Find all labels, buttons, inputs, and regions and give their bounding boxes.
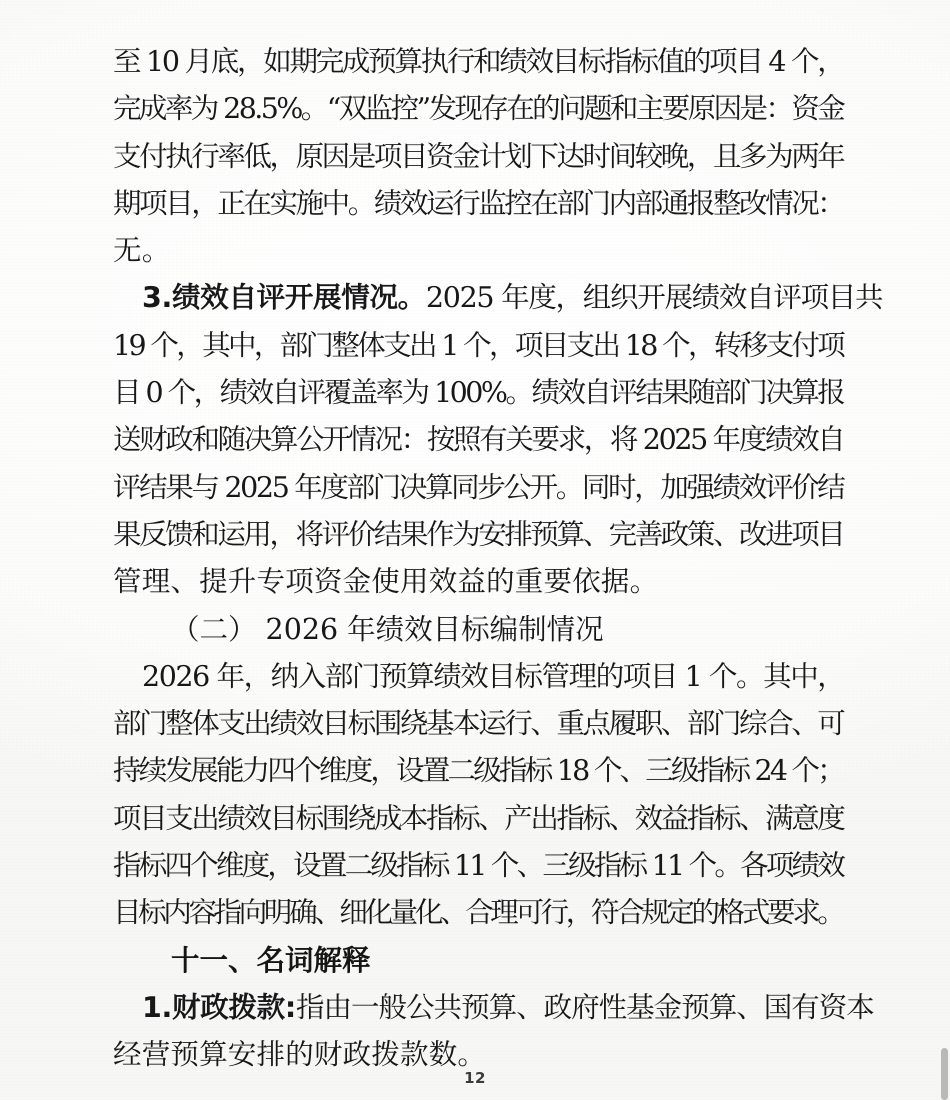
text-line: 评结果与 2025 年度部门决算同步公开。同时，加强绩效评价结	[113, 470, 844, 504]
glossary-entry-fiscal-appropriation	[113, 984, 874, 1079]
text-line: 完成率为 28.5%。“双监控”发现存在的问题和主要原因是：资金	[113, 92, 844, 126]
text-line: 经营预算安排的财政拨款数。	[113, 1038, 487, 1072]
text-line-with-bold-lead	[113, 984, 874, 1031]
bold-term-fiscal-appropriation: 1.财政拨款:	[142, 990, 296, 1024]
text-line: 2026 年，纳入部门预算绩效目标管理的项目 1 个。其中，	[142, 659, 845, 693]
text-line: 支付执行率低，原因是项目资金计划下达时间较晚，且多为两年	[113, 139, 844, 173]
text-line: 目 0 个，绩效自评覆盖率为 100%。绩效自评结果随部门决算报	[113, 376, 844, 410]
text-line: 无。	[113, 234, 171, 268]
paragraph-self-evaluation	[113, 274, 883, 605]
text-line: 目标内容指向明确、细化量化、合理可行，符合规定的格式要求。	[113, 896, 843, 930]
text-line: 期项目，正在实施中。绩效运行监控在部门内部通报整改情况：	[113, 186, 844, 220]
text-line: 指标四个维度，设置二级指标 11 个、三级指标 11 个。各项绩效	[113, 849, 844, 883]
text-line-with-bold-lead	[113, 274, 883, 321]
text-line: 送财政和随决算公开情况：按照有关要求，将 2025 年度绩效自	[113, 423, 844, 457]
text-line-remainder: 指由一般公共预算、政府性基金预算、国有资本	[295, 990, 874, 1024]
text-line: 管理、提升专项资金使用效益的重要依据。	[113, 565, 659, 599]
page-number: 12	[464, 1069, 486, 1087]
paragraph-2026-targets	[113, 653, 846, 937]
paragraph-monitoring	[113, 38, 846, 274]
text-line: 果反馈和运用，将评价结果作为安排预算、完善政策、改进项目	[113, 517, 844, 551]
page-edge-artifact	[941, 1048, 948, 1100]
section-heading-2026-target-setup: （二） 2026 年绩效目标编制情况	[171, 612, 604, 646]
document-body	[113, 38, 883, 1079]
text-line: 至 10 月底，如期完成预算执行和绩效目标指标值的项目 4 个，	[113, 45, 844, 78]
text-line: 部门整体支出绩效目标围绕基本运行、重点履职、部门综合、可	[113, 707, 844, 741]
text-line: 项目支出绩效目标围绕成本指标、产出指标、效益指标、满意度	[113, 801, 844, 835]
text-line: 持续发展能力四个维度，设置二级指标 18 个、三级指标 24 个；	[113, 754, 844, 788]
text-line: 19 个，其中，部门整体支出 1 个，项目支出 18 个，转移支付项	[113, 328, 844, 362]
bold-lead-self-evaluation: 3.绩效自评开展情况。	[142, 281, 426, 315]
section-heading-glossary: 十一、名词解释	[171, 943, 371, 977]
text-line-remainder: 2025 年度，组织开展绩效自评项目共	[425, 281, 883, 315]
